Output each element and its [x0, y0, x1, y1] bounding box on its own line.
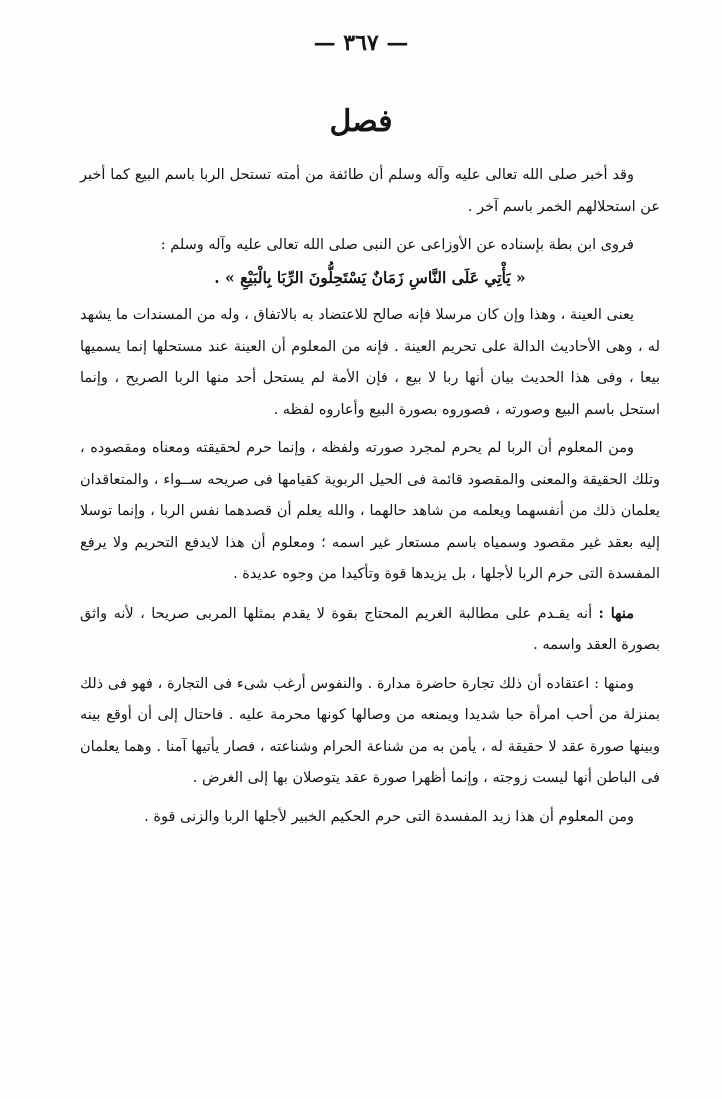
paragraph	[80, 669, 660, 795]
hadith-quote	[80, 262, 660, 294]
paragraph	[80, 598, 660, 662]
paragraph	[80, 433, 660, 591]
paragraph-text: يعنى العينة ، وهذا وإن كان مرسلا فإنه صالح للاعتضاد به بالاتفاق ، وله من المسندات ما يشهد له ، وهى الأحاديث الدالة على تحريم العينة . فإنه من المعلوم أن العينة عند مستحلها إنما يسميها بيعا ، وفى هذا الحديث بيان أنها ربا لا بيع ، فإن الأمة لم يستحل أحد منها الربا الصريح ، وإنما استحل باسم البيع وصورته ، فصوروه بصورة البيع وأعاروه لفظه .	[80, 307, 660, 418]
paragraph	[80, 300, 660, 426]
page-number: — ٣٦٧ —	[313, 30, 409, 56]
paragraph	[80, 802, 660, 834]
hadith-quote-text: « يَأْتِي عَلَى النَّاسِ زَمَانٌ يَسْتَحِلُّونَ الرِّبَا بِالْبَيْعِ » .	[214, 267, 526, 287]
paragraph-text: ومنها : اعتقاده أن ذلك تجارة حاضرة مدارة . والنفوس أرغب شىء فى التجارة ، فهو فى ذلك بمنزلة من أحب امرأة حبا شديدا ويمنعه من وصالها كونها محرمة عليه . فاحتال إلى أن أوقع بينه وبينها صورة عقد لا حقيقة له ، يأمن به من شناعة الحرام وشناعته ، فصار يأتيها آمنا . وهما يعلمان فى الباطن أنها ليست زوجته ، وإنما أظهرا صورة عقد يتوصلان بها إلى الغرض .	[80, 675, 660, 786]
paragraph-lead: منها :	[598, 604, 634, 622]
paragraph-text: أنه يقـدم على مطالبة الغريم المحتاج بقوة لا يقدم بمثلها المربى صريحا ، لأنه واثق بصورة العقد واسمه .	[80, 605, 660, 653]
section-heading: فصل	[329, 104, 393, 139]
body-text	[80, 160, 660, 833]
paragraph-text: ومن المعلوم أن الربا لم يحرم لمجرد صورته ولفظه ، وإنما حرم لحقيقته ومعناه ومقصوده ، وتلك الحقيقة والمعنى والمقصود قائمة فى الحيل الربوية كقيامها فى صريحه ســواء ، والمتعاقدان يعلمان ذلك من أنفسهما ويعلمه من شاهد حالهما ، والله يعلم أن قصدهما نفس الربا ، وإنما توسلا إليه بعقد غير مقصود وسمياه باسم مستعار غير اسمه ؛ ومعلوم أن هذا لايدفع التحريم ولا يرفع المفسدة التى حرم الربا لأجلها ، بل يزيدها قوة وتأكيدا من وجوه عديدة .	[80, 440, 660, 582]
paragraph-text: ومن المعلوم أن هذا زيد المفسدة التى حرم الحكيم الخبير لأجلها الربا والزنى قوة .	[144, 808, 634, 825]
paragraph-text: فروى ابن بطة بإسناده عن الأوزاعى عن النبى صلى الله تعالى عليه وآله وسلم :	[160, 237, 634, 253]
paragraph	[80, 230, 660, 262]
paragraph-text: وقد أخبر صلى الله تعالى عليه وآله وسلم أن طائفة من أمته تستحل الربا باسم البيع كما أخبر عن استحلالهم الخمر باسم آخر .	[80, 167, 660, 215]
paragraph	[80, 160, 660, 223]
